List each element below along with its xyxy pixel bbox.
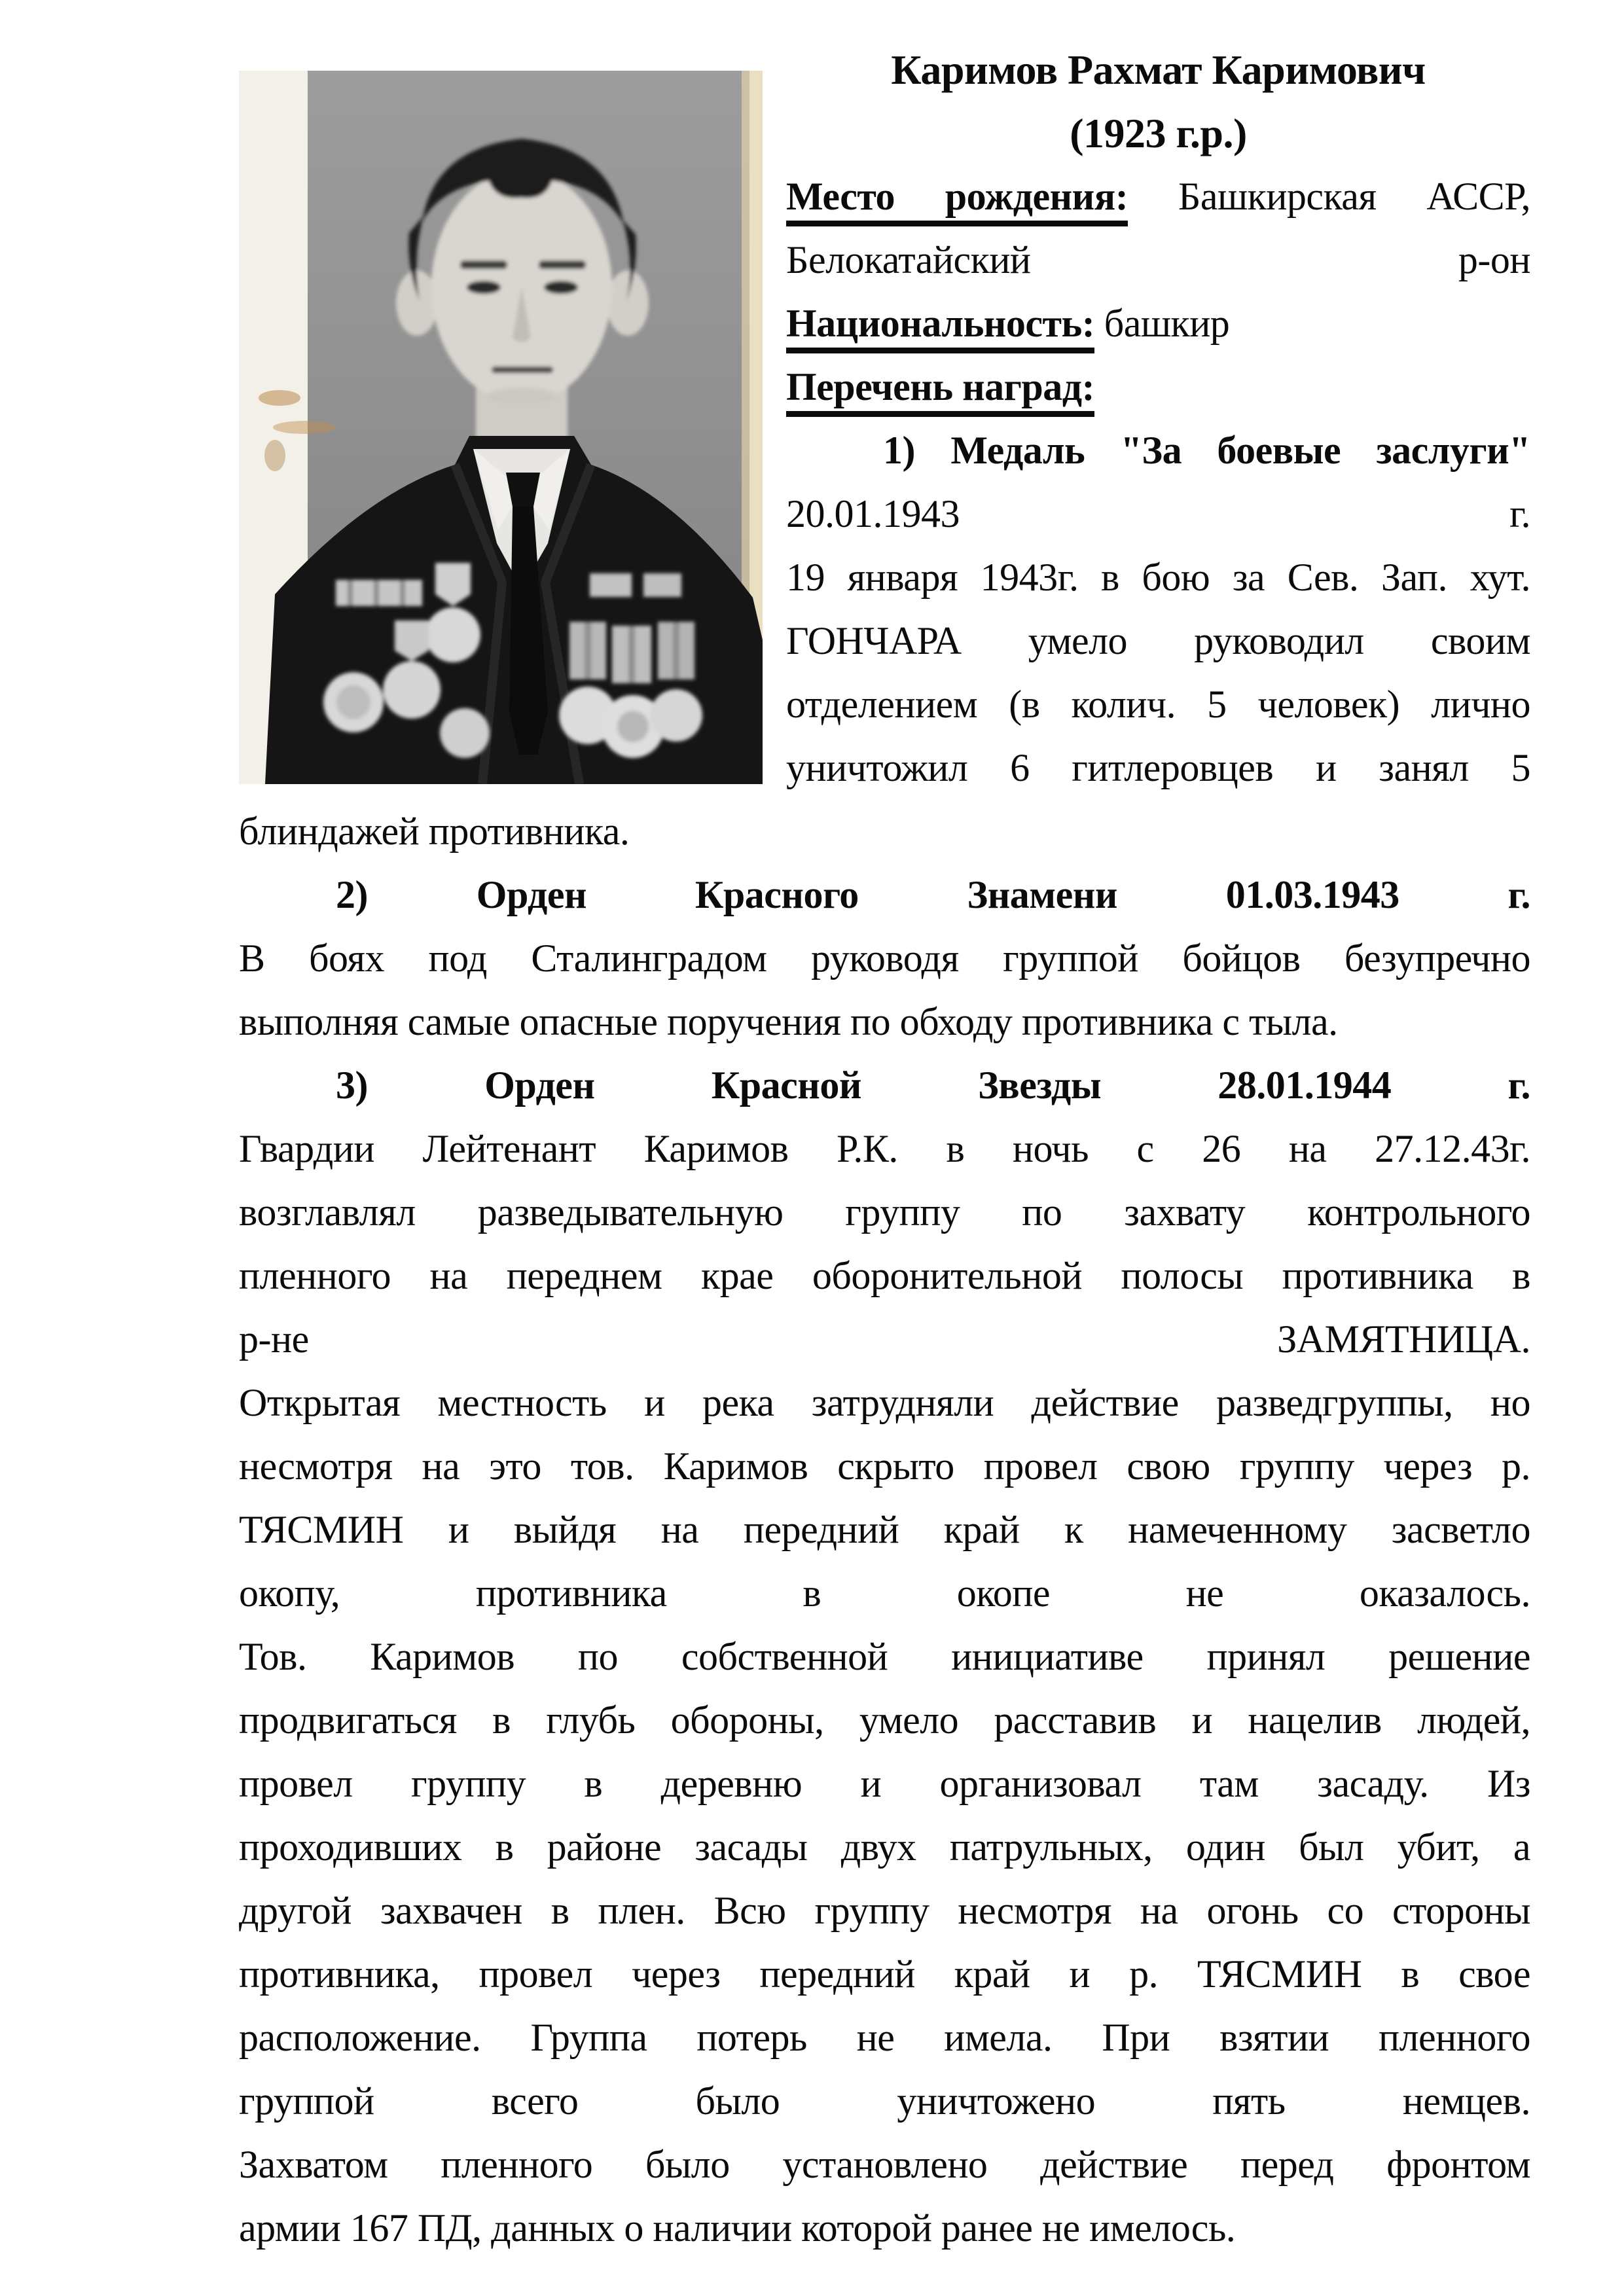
award2-body-line: выполняя самые опасные поручения по обходу противника с тыла. [239, 1000, 1338, 1043]
award3-body-line: пленного на переднем крае оборонительной полосы противника в [239, 1254, 1530, 1297]
document-content [239, 38, 1530, 2260]
award1-body-line: уничтожил 6 гитлеровцев и занял 5 [786, 746, 1530, 789]
award2-body-line: В боях под Сталинградом руководя группой бойцов безупречно [239, 937, 1530, 980]
nationality-value: башкир [1104, 302, 1230, 345]
award2-heading-line: 2) Орден Красного Знамени 01.03.1943 г. [336, 873, 1530, 916]
birth-place-value: Башкирская АССР, [1178, 175, 1530, 218]
award3-body-line: р-не ЗАМЯТНИЦА. [239, 1318, 1530, 1361]
award3-body-line: несмотря на это тов. Каримов скрыто провел свою группу через р. [239, 1444, 1530, 1488]
award3-body-line: провел группу в деревню и организовал там засаду. Из [239, 1762, 1530, 1805]
award3-body-line: Гвардии Лейтенант Каримов Р.К. в ночь с 26 на 27.12.43г. [239, 1127, 1530, 1170]
birth-place-label: Место рождения: [786, 175, 1128, 226]
award1-heading-line: 1) Медаль "За боевые заслуги" [883, 429, 1530, 472]
award3-body-line: другой захвачен в плен. Всю группу несмотря на огонь со стороны [239, 1889, 1530, 1932]
award3-body-line: Тов. Каримов по собственной инициативе принял решение [239, 1635, 1530, 1678]
award3-body-line: армии 167 ПД, данных о наличии которой ранее не имелось. [239, 2206, 1236, 2250]
award3-body-line: Открытая местность и река затрудняли действие разведгруппы, но [239, 1381, 1530, 1424]
award3-body-line: группой всего было уничтожено пять немцев. [239, 2079, 1530, 2123]
award1-body-line: блиндажей противника. [239, 810, 630, 853]
award3-body-line: расположение. Группа потерь не имела. При взятии пленного [239, 2016, 1530, 2059]
award3-body-line: противника, провел через передний край и р. ТЯСМИН в свое [239, 1952, 1530, 1996]
title-line-2: (1923 г.р.) [1070, 110, 1247, 156]
award1-body-line: ГОНЧАРА умело руководил своим [786, 619, 1530, 662]
award3-body-line: продвигаться в глубь обороны, умело расставив и нацелив людей, [239, 1698, 1530, 1742]
award3-body-line: ТЯСМИН и выйдя на передний край к намеченному засветло [239, 1508, 1530, 1551]
award3-body-line: Захватом пленного было установлено действие перед фронтом [239, 2143, 1530, 2186]
nationality-label: Национальность: [786, 302, 1094, 353]
veteran-portrait-image [239, 71, 763, 784]
award1-body-line: отделением (в колич. 5 человек) лично [786, 683, 1530, 726]
birth-place-line-2: Белокатайский р-он [786, 238, 1530, 281]
award3-heading-line: 3) Орден Красной Звезды 28.01.1944 г. [336, 1064, 1530, 1107]
title-line-1: Каримов Рахмат Каримович [891, 46, 1426, 93]
veteran-photo [239, 71, 763, 784]
award3-body-line: окопу, противника в окопе не оказалось. [239, 1571, 1530, 1615]
award1-date-line: 20.01.1943 г. [786, 492, 1530, 535]
award1-body-line: 19 января 1943г. в бою за Сев. Зап. хут. [786, 556, 1530, 599]
awards-label: Перечень наград: [786, 365, 1094, 417]
award3-body-line: возглавлял разведывательную группу по захвату контрольного [239, 1191, 1530, 1234]
award3-body-line: проходивших в районе засады двух патрульных, один был убит, а [239, 1825, 1530, 1869]
